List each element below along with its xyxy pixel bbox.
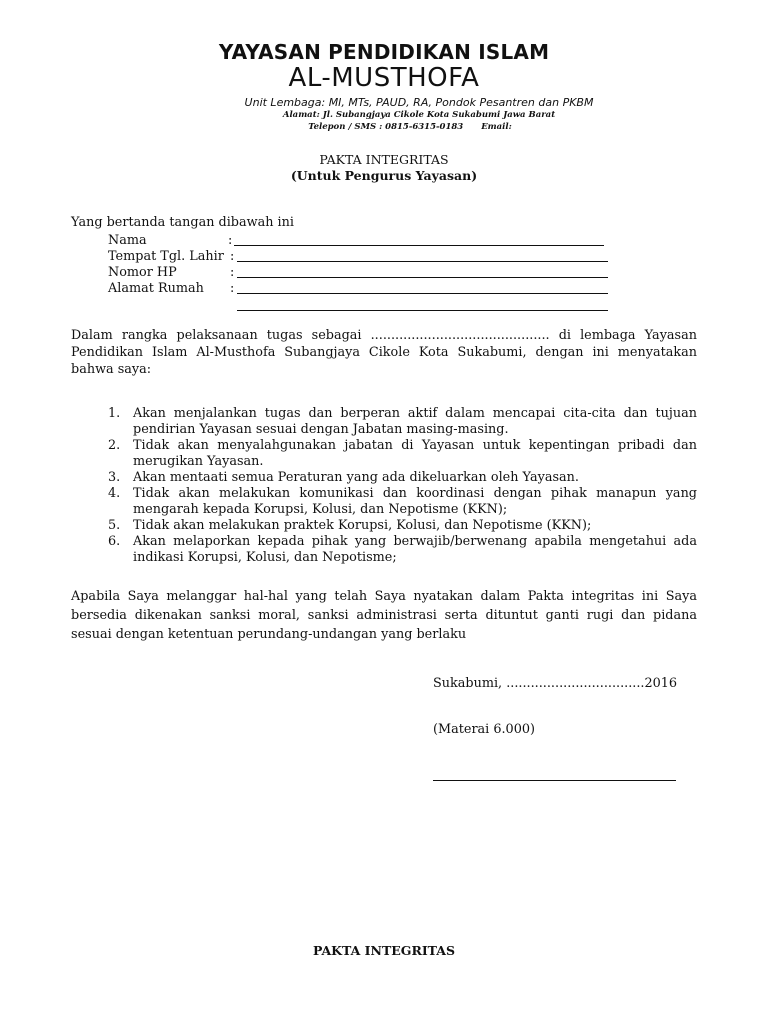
list-text: Tidak akan menyalahgunakan jabatan di Yayasan untuk kepentingan pribadi dan merugikan Yayasan.	[133, 438, 697, 469]
organization-title: YAYASAN PENDIDIKAN ISLAM	[218, 40, 550, 64]
field-colon: :	[230, 281, 235, 296]
field-line-birth[interactable]	[237, 261, 608, 262]
list-text: Akan melaporkan kepada pihak yang berwajib/berwenang apabila mengetahui ada indikasi Korupsi, Kolusi, dan Nepotisme;	[133, 534, 697, 565]
contact-line	[0, 122, 768, 132]
field-colon: :	[230, 249, 235, 264]
list-item	[108, 518, 697, 534]
list-number: 5.	[108, 518, 121, 533]
list-text: Akan mentaati semua Peraturan yang ada dikeluarkan oleh Yayasan.	[133, 470, 579, 485]
list-item	[108, 470, 697, 486]
list-number: 3.	[108, 470, 121, 485]
phone-number: Telepon / SMS : 0815-6315-0183	[308, 122, 464, 132]
intro-text: Yang bertanda tangan dibawah ini	[71, 215, 294, 230]
closing-paragraph: Apabila Saya melanggar hal-hal yang telah Saya nyatakan dalam Pakta integritas ini Saya bersedia dikenakan sanksi moral, sanksi administrasi serta dituntut ganti rugi dan pidana sesuai dengan ketentuan perundang-undangan yang berlaku	[71, 589, 697, 642]
document-title: PAKTA INTEGRITAS	[319, 152, 449, 167]
list-item	[108, 438, 697, 470]
field-line-phone[interactable]	[237, 277, 608, 278]
list-number: 6.	[108, 534, 121, 549]
foundation-name: AL-MUSTHOFA	[288, 63, 480, 93]
field-line-nama[interactable]	[234, 245, 604, 246]
stamp-note: (Materai 6.000)	[433, 722, 535, 737]
list-item	[108, 534, 697, 566]
list-item	[108, 406, 697, 438]
field-line-address[interactable]	[237, 293, 608, 294]
list-number: 4.	[108, 486, 121, 501]
list-text: Akan menjalankan tugas dan berperan aktif dalam mencapai cita-cita dan tujuan pendirian Yayasan sesuai dengan Jabatan masing-masing.	[133, 406, 697, 437]
footer-title: PAKTA INTEGRITAS	[312, 943, 456, 958]
field-label-nama: Nama	[108, 233, 147, 248]
field-label-phone: Nomor HP	[108, 265, 177, 280]
signature-line[interactable]	[433, 780, 676, 781]
field-label-address: Alamat Rumah	[108, 281, 204, 296]
place-date: Sukabumi, ..................................2016	[433, 676, 678, 691]
field-colon: :	[230, 265, 235, 280]
field-colon: :	[228, 233, 233, 248]
statement-paragraph: Dalam rangka pelaksanaan tugas sebagai ............................................ di lembaga Yayasan Pendidikan Islam Al-Musthofa Subangjaya Cikole Kota Sukabumi, dengan ini menyatakan bahwa saya:	[71, 328, 697, 377]
address-line: Alamat: Jl. Subangjaya Cikole Kota Sukabumi Jawa Barat	[282, 110, 556, 120]
institution-units: Unit Lembaga: MI, MTs, PAUD, RA, Pondok Pesantren dan PKBM	[244, 96, 594, 109]
email-label: Email:	[481, 122, 512, 132]
commitment-list	[108, 406, 697, 566]
list-item	[108, 486, 697, 518]
field-label-birth: Tempat Tgl. Lahir	[108, 249, 224, 264]
list-number: 2.	[108, 438, 121, 453]
list-text: Tidak akan melakukan komunikasi dan koordinasi dengan pihak manapun yang mengarah kepada Korupsi, Kolusi, dan Nepotisme (KKN);	[133, 486, 697, 517]
list-text: Tidak akan melakukan praktek Korupsi, Kolusi, dan Nepotisme (KKN);	[133, 518, 592, 533]
document-subtitle: (Untuk Pengurus Yayasan)	[290, 168, 478, 183]
field-line-address-2[interactable]	[237, 310, 608, 311]
list-number: 1.	[108, 406, 121, 421]
